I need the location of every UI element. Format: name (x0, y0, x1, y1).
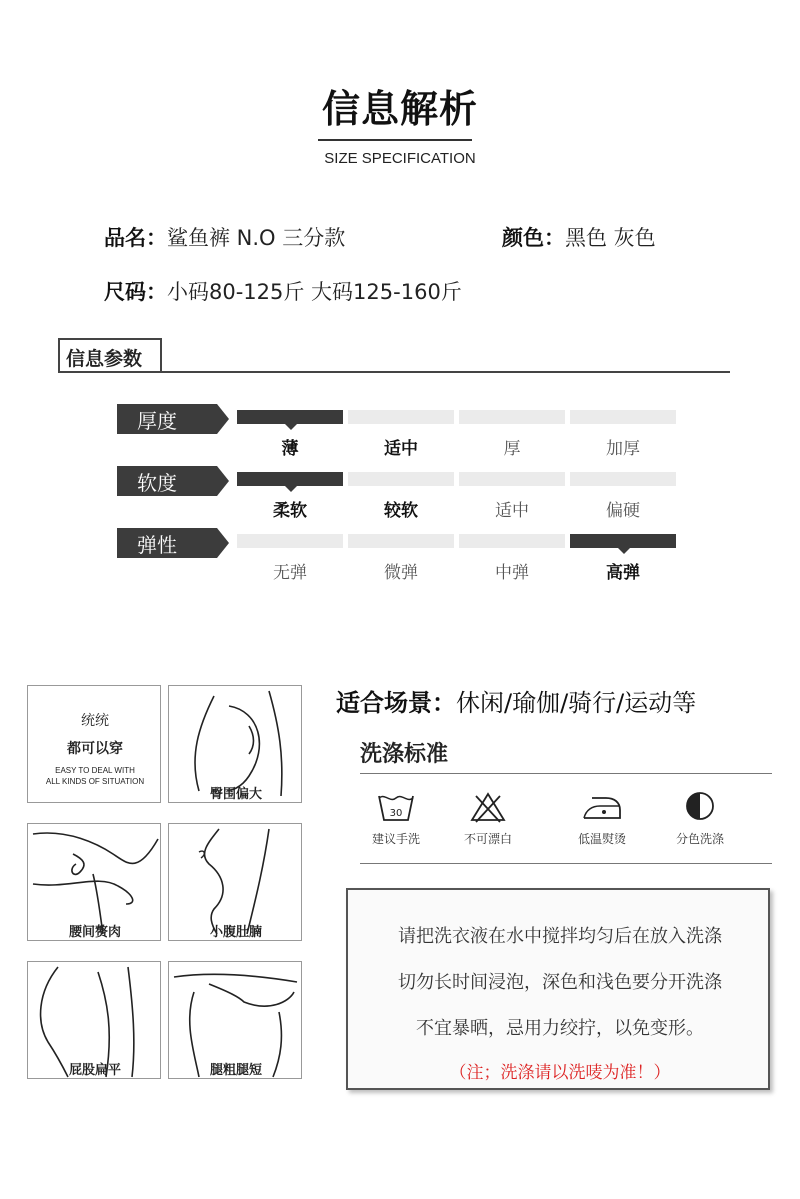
param-level-bar (459, 410, 565, 424)
note-line-2: 切勿长时间浸泡，深色和浅色要分开洗涤 (398, 972, 722, 993)
separate-color-icon (682, 790, 718, 824)
param-level-label: 无弹 (273, 563, 307, 583)
param-level-bar-selected (237, 410, 343, 424)
param-level-label: 较软 (384, 501, 418, 521)
note-line-1: 请把洗衣液在水中搅拌均匀后在放入洗涤 (398, 926, 722, 947)
param-level-bar (348, 410, 454, 424)
washing-top-divider (360, 773, 772, 774)
scenario-value: 休闲/瑜伽/骑行/运动等 (456, 689, 697, 717)
product-name-label: 品名： (104, 226, 167, 250)
color-label: 颜色： (502, 226, 565, 250)
product-name-value: 鲨鱼裤 N.O 三分款 (167, 226, 346, 250)
fit-cell-line2: 都可以穿 (67, 741, 123, 757)
param-level-bar (237, 534, 343, 548)
wash-label-handwash: 建议手洗 (371, 832, 420, 846)
param-level-label: 厚 (503, 439, 521, 459)
param-level-bar (459, 472, 565, 486)
wash-30-icon (376, 790, 416, 824)
param-level-bar-selected (237, 472, 343, 486)
fit-caption-hip: 臀围偏大 (209, 787, 262, 802)
param-level-label: 适中 (384, 439, 418, 459)
param-level-label: 柔软 (273, 501, 307, 521)
washing-bottom-divider (360, 863, 772, 864)
wash-item-nobleach (443, 790, 533, 847)
color-spec (502, 222, 656, 252)
params-heading: 信息参数 (58, 338, 162, 372)
fit-cell-belly (168, 823, 302, 941)
size-label: 尺码： (104, 280, 167, 304)
product-name-spec (104, 222, 345, 252)
param-level-bar (348, 534, 454, 548)
wash-item-handwash (351, 790, 441, 847)
page-title: 信息解析 (321, 87, 478, 131)
fit-cell-hip (168, 685, 302, 803)
size-spec (104, 276, 462, 306)
param-level-label: 中弹 (495, 563, 529, 583)
param-row-label: 软度 (117, 466, 217, 496)
fit-cell-thick-legs (168, 961, 302, 1079)
iron-low-icon (580, 790, 624, 824)
title-divider (318, 139, 472, 141)
wash-item-separate (655, 790, 745, 847)
params-divider (58, 371, 730, 373)
no-bleach-icon (468, 790, 508, 824)
scenario-label: 适合场景： (336, 689, 456, 717)
wash-label-iron: 低温熨烫 (577, 832, 626, 846)
fit-cell-line3: EASY TO DEAL WITH (55, 766, 135, 775)
fit-caption-flat-butt: 屁股扁平 (68, 1063, 121, 1078)
param-level-bar (570, 410, 676, 424)
fit-cell-line4: ALL KINDS OF SITUATION (45, 777, 145, 786)
fit-caption-belly: 小腹肚腩 (209, 925, 262, 940)
note-line-3: 不宜暴晒，忌用力绞拧，以免变形。 (416, 1018, 704, 1039)
wash-temp: 30 (389, 808, 403, 819)
color-value: 黑色 灰色 (565, 226, 656, 250)
param-level-label: 薄 (281, 439, 299, 459)
fit-cell-flat-butt (27, 961, 161, 1079)
param-level-bar (348, 472, 454, 486)
fit-cell-line1: 统统 (81, 713, 109, 729)
fit-cell-universal (27, 685, 161, 803)
wash-label-separate: 分色洗涤 (675, 832, 724, 846)
param-level-label: 高弹 (606, 563, 640, 583)
washing-title: 洗涤标准 (360, 742, 449, 767)
param-level-label: 加厚 (606, 439, 640, 459)
scenario-line (336, 683, 696, 718)
param-level-bar-selected (570, 534, 676, 548)
wash-item-iron (557, 790, 647, 847)
param-level-label: 偏硬 (606, 501, 640, 521)
param-level-bar (570, 472, 676, 486)
size-value: 小码80-125斤 大码125-160斤 (167, 280, 462, 304)
note-warning: （注；洗涤请以洗唛为准！） (449, 1063, 671, 1083)
param-row-label: 厚度 (117, 404, 217, 434)
fit-cell-waist (27, 823, 161, 941)
fit-caption-waist: 腰间赘肉 (68, 925, 121, 940)
washing-note-box (346, 888, 770, 1090)
param-level-bar (459, 534, 565, 548)
page-subtitle: SIZE SPECIFICATION (324, 150, 476, 167)
param-level-label: 适中 (495, 501, 529, 521)
wash-label-nobleach: 不可漂白 (463, 832, 512, 846)
fit-caption-legs: 腿粗腿短 (209, 1063, 262, 1078)
param-row-label: 弹性 (117, 528, 217, 558)
param-level-label: 微弹 (384, 563, 418, 583)
